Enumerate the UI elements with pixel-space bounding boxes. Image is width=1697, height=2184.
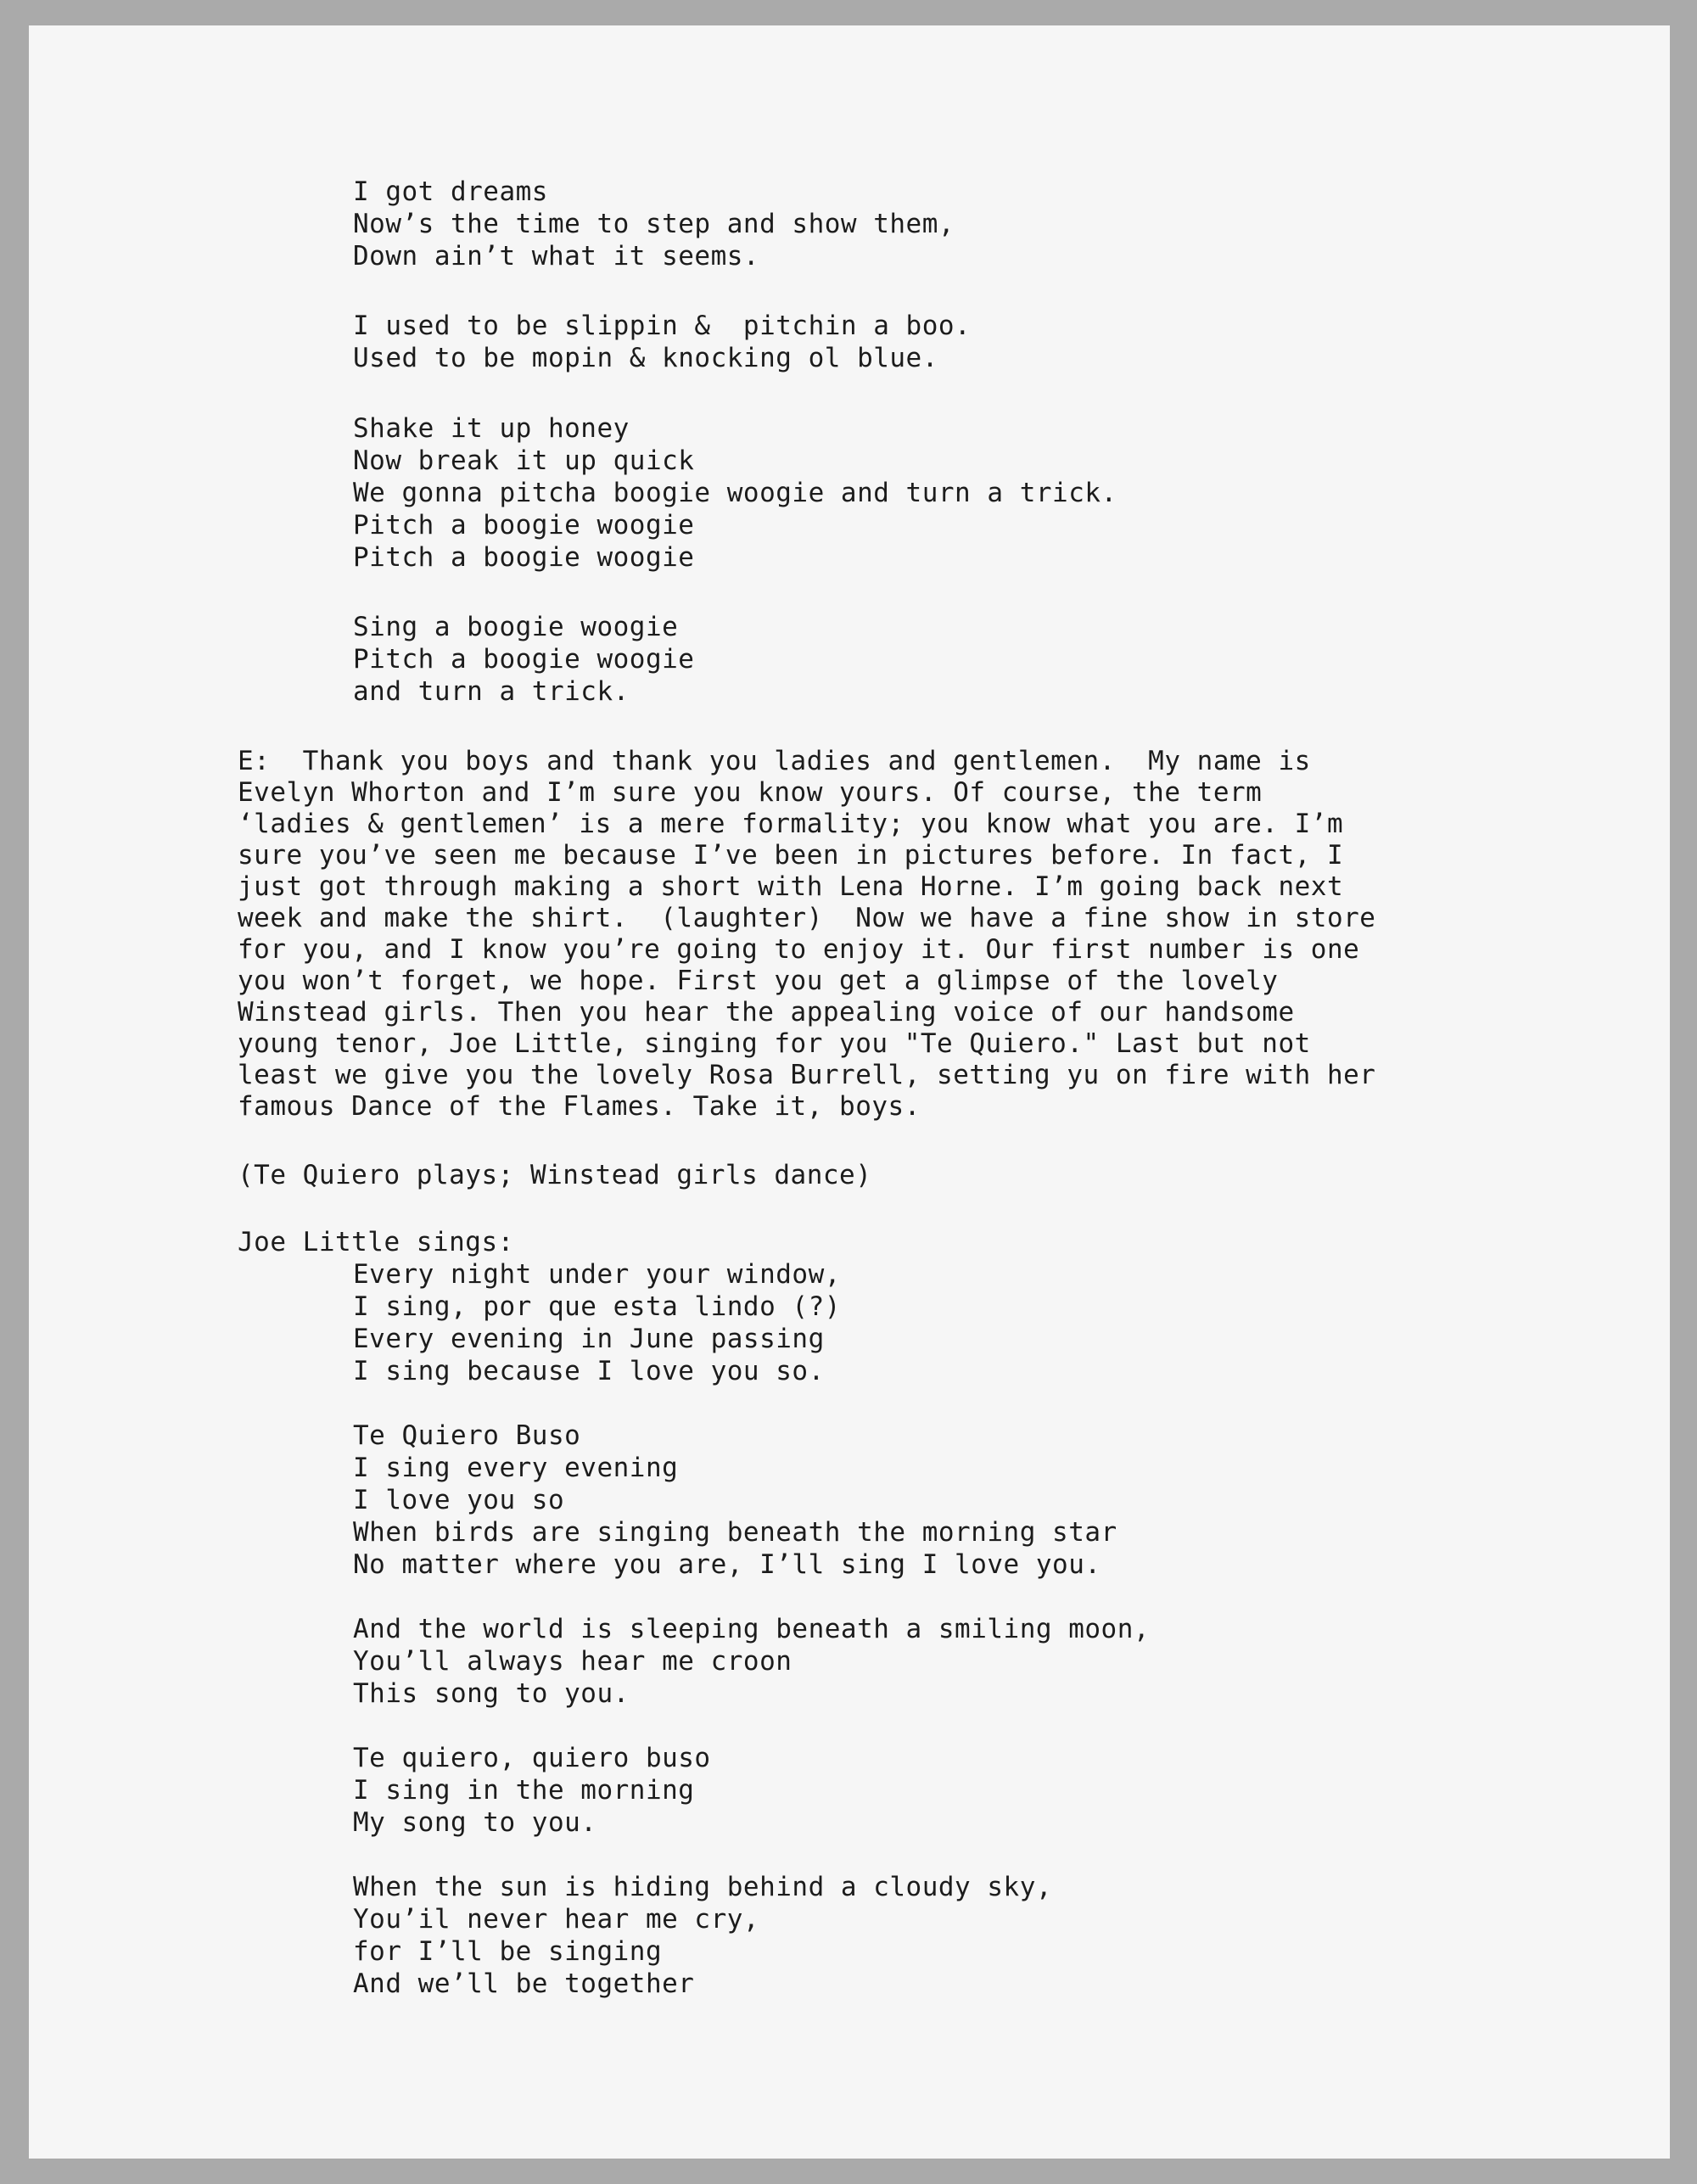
singer-intro: Joe Little sings: — [238, 1227, 514, 1257]
lyric-line: Pitch a boogie woogie — [353, 644, 695, 675]
lyric-line: This song to you. — [353, 1678, 630, 1709]
lyric-line: No matter where you are, I’ll sing I love you. — [353, 1549, 1101, 1580]
speech-line: just got through making a short with Lena Horne. I’m going back next — [238, 871, 1344, 902]
lyric-line: Pitch a boogie woogie — [353, 510, 695, 540]
typewritten-page — [29, 25, 1670, 2159]
lyric-line: Now’s the time to step and show them, — [353, 209, 955, 239]
lyric-line: I got dreams — [353, 176, 548, 207]
speech-line: E: Thank you boys and thank you ladies and gentlemen. My name is — [238, 746, 1311, 776]
lyric-line: I sing because I love you so. — [353, 1356, 825, 1386]
lyric-line: I sing in the morning — [353, 1775, 695, 1806]
lyric-line: Shake it up honey — [353, 413, 630, 444]
lyric-line: My song to you. — [353, 1807, 597, 1838]
lyric-line: I sing every evening — [353, 1453, 679, 1483]
lyric-line: I love you so — [353, 1485, 565, 1515]
lyric-line: Every night under your window, — [353, 1259, 841, 1290]
lyric-line: When birds are singing beneath the morning star — [353, 1517, 1117, 1548]
lyric-line: Te Quiero Buso — [353, 1420, 581, 1451]
lyric-line: Down ain’t what it seems. — [353, 241, 760, 272]
speech-line: ‘ladies & gentlemen’ is a mere formality; you know what you are. I’m — [238, 809, 1344, 839]
lyric-line: You’il never hear me cry, — [353, 1904, 760, 1935]
stage-direction: (Te Quiero plays; Winstead girls dance) — [238, 1160, 872, 1190]
lyric-line: I sing, por que esta lindo (?) — [353, 1291, 841, 1322]
lyric-line: Every evening in June passing — [353, 1324, 825, 1354]
lyric-line: And we’ll be together — [353, 1968, 695, 1999]
speech-line: famous Dance of the Flames. Take it, boys. — [238, 1091, 921, 1122]
lyric-line: Now break it up quick — [353, 445, 695, 476]
lyric-line: for I’ll be singing — [353, 1936, 663, 1967]
lyric-line: Pitch a boogie woogie — [353, 542, 695, 573]
lyric-line: You’ll always hear me croon — [353, 1646, 792, 1677]
speech-line: for you, and I know you’re going to enjoy it. Our first number is one — [238, 934, 1360, 965]
lyric-line: Used to be mopin & knocking ol blue. — [353, 343, 938, 373]
script-text — [29, 25, 1670, 2159]
speech-line: young tenor, Joe Little, singing for you "Te Quiero." Last but not — [238, 1028, 1311, 1059]
lyric-line: We gonna pitcha boogie woogie and turn a trick. — [353, 478, 1117, 508]
lyric-line: And the world is sleeping beneath a smiling moon, — [353, 1614, 1151, 1644]
speech-line: you won’t forget, we hope. First you get a glimpse of the lovely — [238, 966, 1279, 996]
speech-line: least we give you the lovely Rosa Burrell, setting yu on fire with her — [238, 1060, 1376, 1090]
lyric-line: Sing a boogie woogie — [353, 612, 679, 642]
lyric-line: I used to be slippin & pitchin a boo. — [353, 311, 972, 341]
lyric-line: and turn a trick. — [353, 676, 630, 707]
speech-line: Winstead girls. Then you hear the appealing voice of our handsome — [238, 997, 1295, 1028]
lyric-line: Te quiero, quiero buso — [353, 1743, 711, 1773]
speech-line: week and make the shirt. (laughter) Now we have a fine show in store — [238, 903, 1376, 933]
speech-line: Evelyn Whorton and I’m sure you know yours. Of course, the term — [238, 777, 1263, 808]
speech-line: sure you’ve seen me because I’ve been in pictures before. In fact, I — [238, 840, 1344, 871]
lyric-line: When the sun is hiding behind a cloudy sky, — [353, 1872, 1053, 1902]
